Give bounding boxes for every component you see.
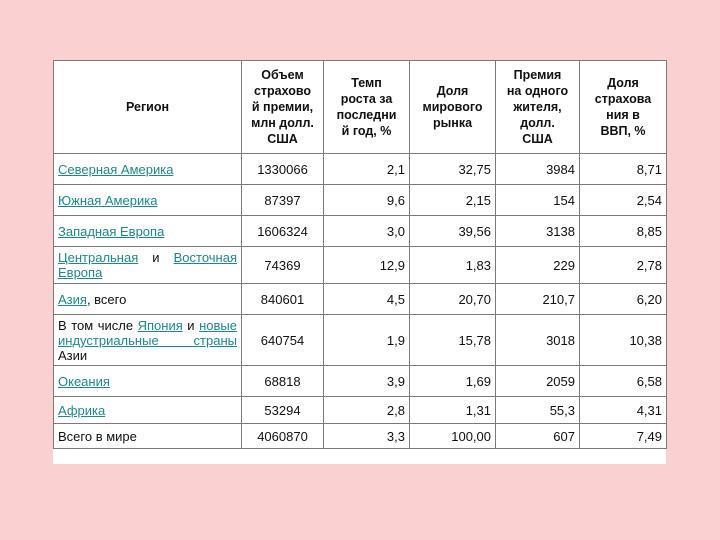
table-row: [54, 216, 667, 247]
cell-region: [54, 284, 242, 315]
cell-premium-volume: 87397: [242, 185, 324, 216]
region-link[interactable]: Япония: [137, 317, 183, 333]
cell-gdp-share: 7,49: [580, 424, 667, 449]
header-line: ния в: [606, 108, 640, 122]
header-line: мирового: [422, 100, 483, 114]
cell-growth-rate: 12,9: [324, 247, 410, 284]
cell-region: [54, 247, 242, 284]
cell-premium-volume: 74369: [242, 247, 324, 284]
region-link[interactable]: новые индустриальные страны: [58, 317, 237, 348]
cell-growth-rate: 9,6: [324, 185, 410, 216]
cell-gdp-share: 6,58: [580, 366, 667, 397]
header-world-share: [410, 61, 496, 154]
header-line: Объем: [261, 68, 304, 82]
header-growth-rate: [324, 61, 410, 154]
header-line: жителя,: [513, 100, 562, 114]
cell-premium-volume: 640754: [242, 315, 324, 366]
cell-region: [54, 216, 242, 247]
header-line: роста за: [340, 92, 393, 106]
cell-premium-per-capita: 3018: [496, 315, 580, 366]
cell-growth-rate: 2,8: [324, 397, 410, 424]
header-line: Доля: [436, 84, 469, 98]
cell-gdp-share: 10,38: [580, 315, 667, 366]
region-link[interactable]: Западная Европа: [58, 223, 165, 239]
region-link[interactable]: Восточная Европа: [58, 250, 237, 280]
header-premium-volume: [242, 61, 324, 154]
header-line: млн долл.: [251, 116, 314, 130]
cell-region: [54, 424, 242, 449]
cell-growth-rate: 1,9: [324, 315, 410, 366]
table-row: [54, 397, 667, 424]
insurance-market-table: [53, 60, 667, 449]
region-link[interactable]: Африка: [58, 402, 106, 418]
cell-premium-volume: 1606324: [242, 216, 324, 247]
region-text: и: [182, 317, 200, 333]
table-row: [54, 424, 667, 449]
cell-world-share: 1,83: [410, 247, 496, 284]
cell-gdp-share: 2,54: [580, 185, 667, 216]
cell-premium-per-capita: 3984: [496, 154, 580, 185]
header-line: страхово: [253, 84, 312, 98]
region-text: и: [138, 250, 174, 265]
header-gdp-share: [580, 61, 667, 154]
cell-premium-per-capita: 229: [496, 247, 580, 284]
table-row: [54, 366, 667, 397]
region-link[interactable]: Океания: [58, 373, 110, 389]
region-text: Всего в мире: [58, 428, 137, 444]
region-link[interactable]: Центральная: [58, 250, 139, 265]
header-line: Доля: [607, 76, 639, 90]
header-line: Темп: [351, 76, 382, 90]
header-line: рынка: [432, 116, 473, 130]
header-line: Регион: [125, 100, 170, 114]
header-line: США: [267, 132, 298, 146]
cell-premium-per-capita: 210,7: [496, 284, 580, 315]
cell-world-share: 39,56: [410, 216, 496, 247]
cell-world-share: 1,69: [410, 366, 496, 397]
table-row: [54, 154, 667, 185]
cell-premium-volume: 53294: [242, 397, 324, 424]
cell-world-share: 15,78: [410, 315, 496, 366]
cell-world-share: 100,00: [410, 424, 496, 449]
cell-growth-rate: 4,5: [324, 284, 410, 315]
cell-region: [54, 185, 242, 216]
header-line: на одного: [506, 84, 569, 98]
cell-premium-volume: 4060870: [242, 424, 324, 449]
cell-gdp-share: 8,71: [580, 154, 667, 185]
header-premium-per-capita: [496, 61, 580, 154]
cell-world-share: 1,31: [410, 397, 496, 424]
cell-gdp-share: 2,78: [580, 247, 667, 284]
table-row: [54, 185, 667, 216]
header-line: й премии,: [251, 100, 314, 114]
header-line: ВВП, %: [600, 124, 646, 138]
cell-growth-rate: 3,3: [324, 424, 410, 449]
cell-region: [54, 366, 242, 397]
cell-world-share: 2,15: [410, 185, 496, 216]
cell-growth-rate: 3,9: [324, 366, 410, 397]
cell-gdp-share: 6,20: [580, 284, 667, 315]
cell-gdp-share: 8,85: [580, 216, 667, 247]
header-line: последни: [336, 108, 397, 122]
region-link[interactable]: Северная Америка: [58, 161, 174, 177]
cell-premium-per-capita: 55,3: [496, 397, 580, 424]
table-row: [54, 284, 667, 315]
header-line: й год, %: [341, 124, 392, 138]
table-row: [54, 315, 667, 366]
cell-premium-volume: 68818: [242, 366, 324, 397]
cell-growth-rate: 2,1: [324, 154, 410, 185]
cell-premium-volume: 840601: [242, 284, 324, 315]
cell-premium-per-capita: 607: [496, 424, 580, 449]
table-body: [54, 154, 667, 449]
header-line: страхова: [594, 92, 652, 106]
region-link[interactable]: Южная Америка: [58, 192, 158, 208]
region-link[interactable]: Азия: [58, 291, 87, 307]
header-line: США: [522, 132, 553, 146]
region-text: Азии: [58, 347, 88, 363]
cell-growth-rate: 3,0: [324, 216, 410, 247]
cell-gdp-share: 4,31: [580, 397, 667, 424]
cell-world-share: 32,75: [410, 154, 496, 185]
cell-premium-per-capita: 3138: [496, 216, 580, 247]
header-line: долл.: [520, 116, 555, 130]
cell-region: [54, 315, 242, 366]
region-text: , всего: [86, 291, 127, 307]
header-region: [54, 61, 242, 154]
cell-world-share: 20,70: [410, 284, 496, 315]
cell-premium-per-capita: 154: [496, 185, 580, 216]
cell-premium-per-capita: 2059: [496, 366, 580, 397]
table-header-row: [54, 61, 667, 154]
table-row: [54, 247, 667, 284]
header-line: Премия: [513, 68, 562, 82]
cell-premium-volume: 1330066: [242, 154, 324, 185]
cell-region: [54, 397, 242, 424]
region-text: В том числе: [58, 317, 138, 333]
cell-region: [54, 154, 242, 185]
